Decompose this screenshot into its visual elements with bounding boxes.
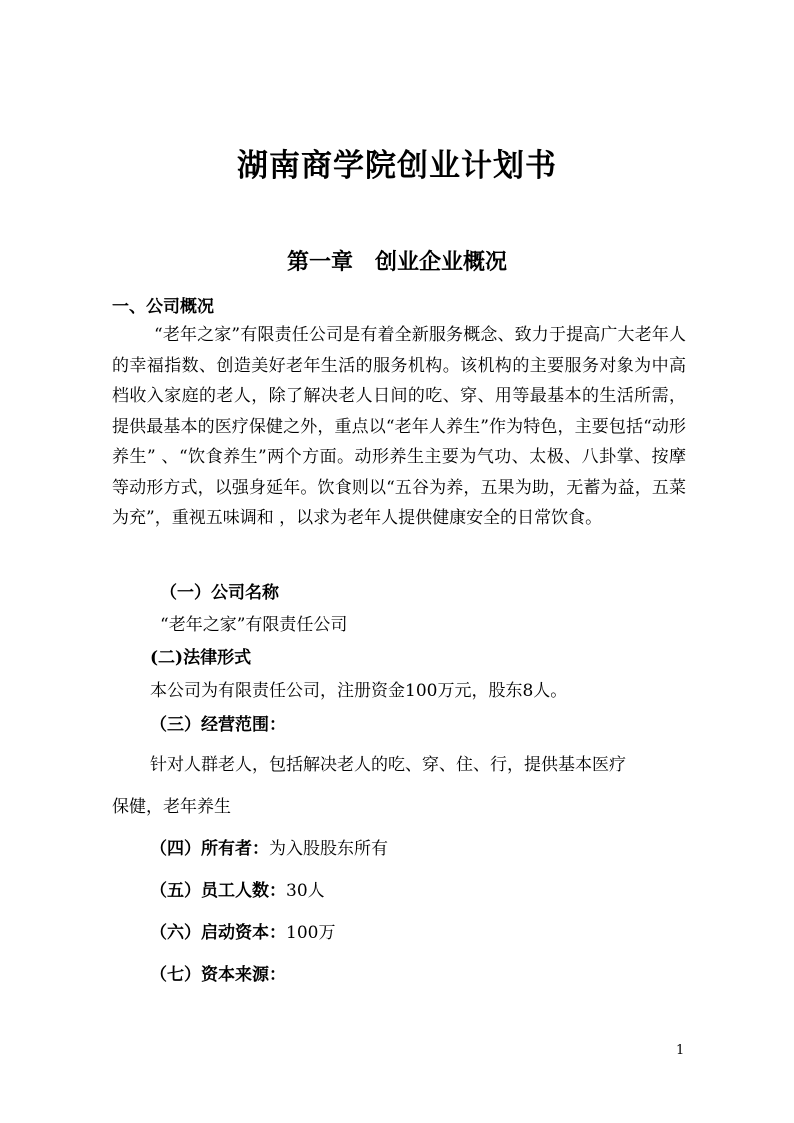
- business-scope-line-1: 针对人群老人，包括解决老人的吃、穿、住、行，提供基本医疗: [150, 755, 626, 775]
- legal-form-value: 本公司为有限责任公司，注册资金100万元，股东8人。: [150, 681, 568, 701]
- staff-label: （五）员工人数：: [150, 881, 286, 901]
- page-number: 1: [676, 1043, 685, 1058]
- chapter-heading: 第一章 创业企业概况: [286, 249, 507, 275]
- section-heading: 一、公司概况: [112, 297, 214, 317]
- owner-line: [150, 834, 388, 859]
- capital-value: 100万: [286, 923, 336, 943]
- staff-line: [150, 876, 325, 901]
- owner-value: 为入股股东所有: [269, 839, 388, 859]
- document-title: 湖南商学院创业计划书: [237, 148, 557, 184]
- capital-source-heading: （七）资本来源：: [150, 965, 286, 985]
- capital-line: [150, 918, 335, 943]
- capital-label: （六）启动资本：: [150, 923, 286, 943]
- company-name-value: “老年之家”有限责任公司: [160, 615, 348, 635]
- intro-paragraph: “老年之家”有限责任公司是有着全新服务概念、致力于提高广大老年人的幸福指数、创造美好老年生活的服务机构。该机构的主要服务对象为中高档收入家庭的老人，除了解决老人日间的吃、穿、用等最基本的生活所需，提供最基本的医疗保健之外，重点以“老年人养生”作为特色，主要包括“动形养生” 、“饮食养生”两个方面。动形养生主要为气功、太极、八卦掌、按摩等动形方式，以强身延年。饮食则以“五谷为养，五果为助，无蓄为益，五菜为充”，重视五味调和 ，以求为老年人提供健康安全的日常饮食。: [112, 325, 686, 528]
- business-scope-line-2: 保健，老年养生: [112, 797, 231, 817]
- owner-label: （四）所有者：: [150, 839, 269, 859]
- staff-value: 30人: [286, 881, 325, 901]
- legal-form-heading: (二)法律形式: [150, 648, 252, 668]
- company-name-heading: （一）公司名称: [160, 583, 279, 603]
- business-scope-heading: （三）经营范围：: [150, 715, 286, 735]
